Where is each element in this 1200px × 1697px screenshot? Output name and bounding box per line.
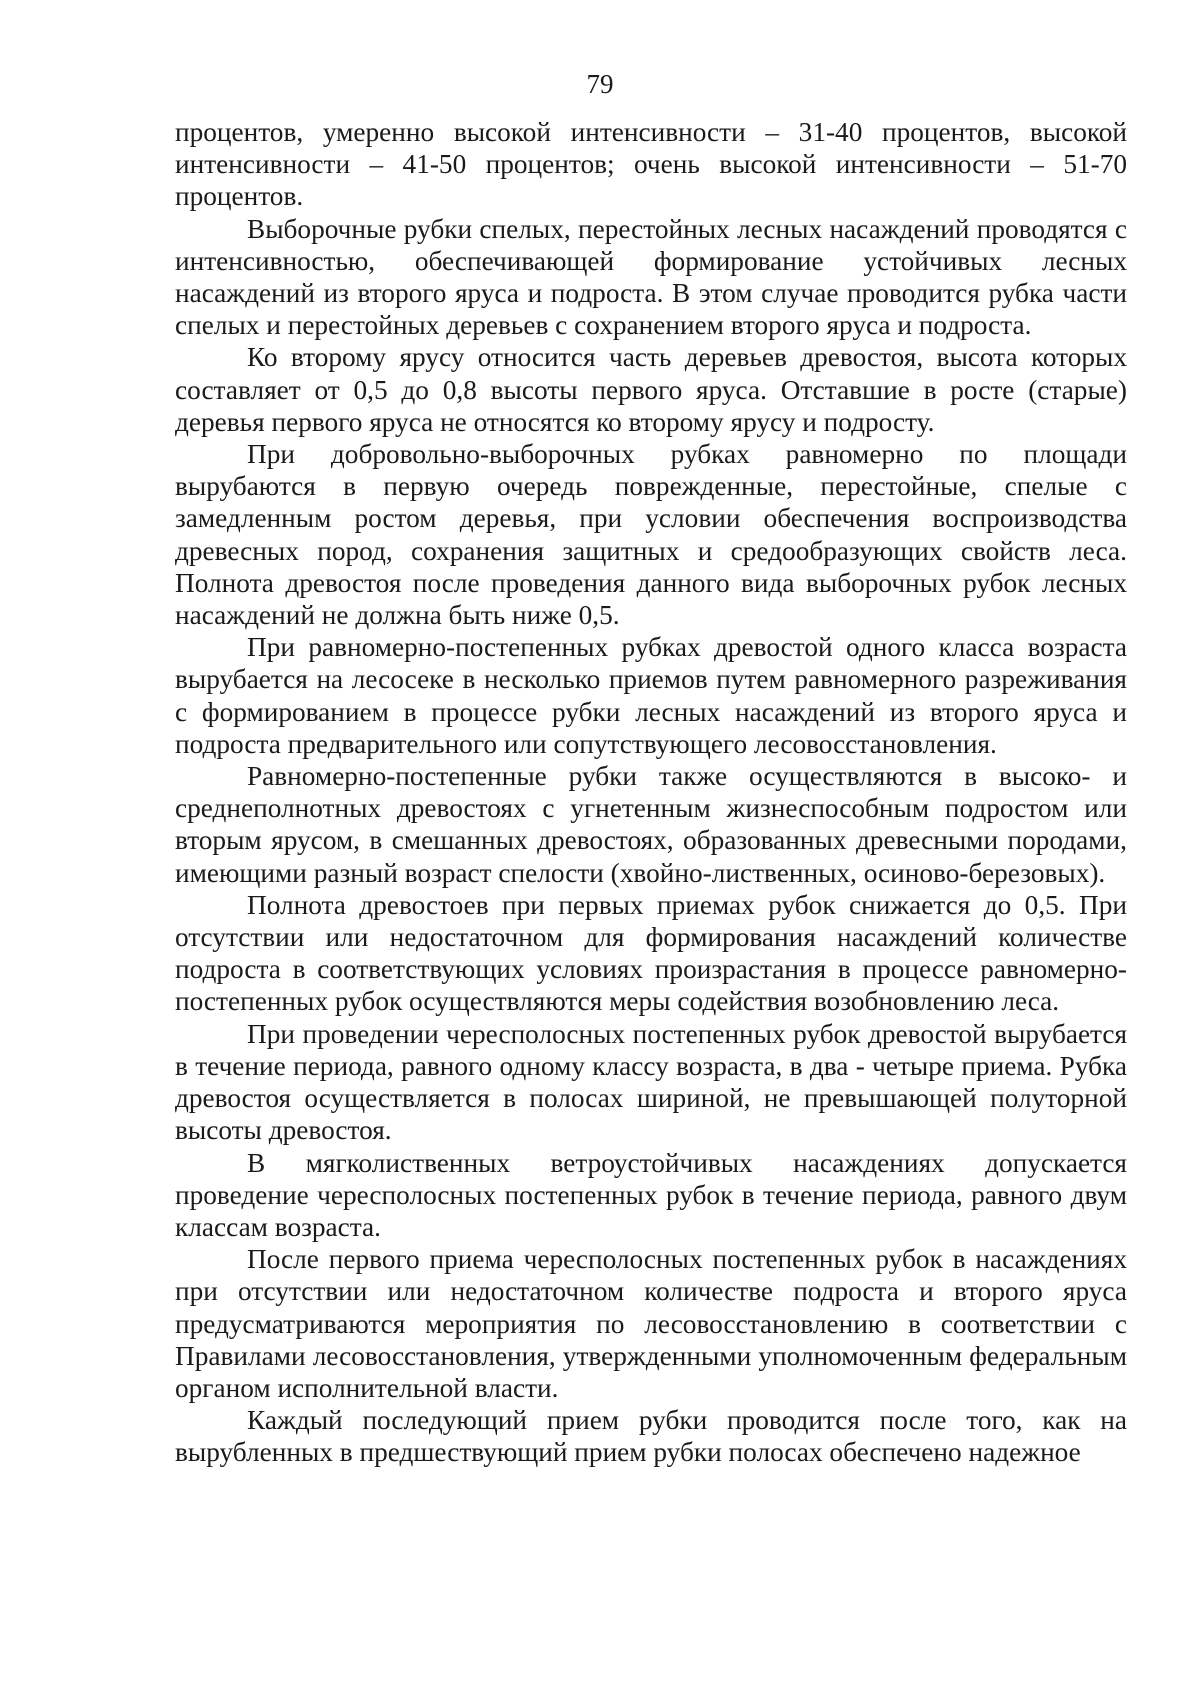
paragraph: Ко второму ярусу относится часть деревьев древостоя, высота которых составляет от 0,5 до 0,8 высоты первого яруса. Отставшие в росте (старые) деревья первого яруса не относятся ко второму ярусу и подросту. <box>175 342 1127 437</box>
paragraph: Равномерно-постепенные рубки также осуществляются в высоко- и среднеполнотных древостоях с угнетенным жизнеспособным подростом или вторым ярусом, в смешанных древостоях, образованных древесными породами, имеющими разный возраст спелости (хвойно-лиственных, осиново-березовых). <box>175 761 1127 888</box>
paragraph: При добровольно-выборочных рубках равномерно по площади вырубаются в первую очередь поврежденные, перестойные, спелые с замедленным ростом деревья, при условии обеспечения воспроизводства древесных пород, сохранения защитных и средообразующих свойств леса. Полнота древостоя после проведения данного вида выборочных рубок лесных насаждений не должна быть ниже 0,5. <box>175 439 1127 631</box>
paragraph: Выборочные рубки спелых, перестойных лесных насаждений проводятся с интенсивностью, обеспечивающей формирование устойчивых лесных насаждений из второго яруса и подроста. В этом случае проводится рубка части спелых и перестойных деревьев с сохранением второго яруса и подроста. <box>175 213 1127 341</box>
paragraph: При проведении чересполосных постепенных рубок древостой вырубается в течение периода, равного одному классу возраста, в два - четыре приема. Рубка древостоя осуществляется в полосах шириной, не превышающей полуторной высоты древостоя. <box>175 1018 1127 1146</box>
paragraph: процентов, умеренно высокой интенсивности – 31-40 процентов, высокой интенсивности – 41-50 процентов; очень высокой интенсивности – 51-70 процентов. <box>175 117 1127 212</box>
paragraph: После первого приема чересполосных постепенных рубок в насаждениях при отсутствии или недостаточном количестве подроста и второго яруса предусматриваются мероприятия по лесовосстановлению в соответствии с Правилами лесовосстановления, утвержденными уполномоченным федеральным органом исполнительной власти. <box>175 1244 1127 1403</box>
paragraph: В мягколиственных ветроустойчивых насаждениях допускается проведение чересполосных постепенных рубок в течение периода, равного двум классам возраста. <box>175 1147 1127 1242</box>
paragraph: При равномерно-постепенных рубках древостой одного класса возраста вырубается на лесосеке в несколько приемов путем равномерного разреживания с формированием в процессе рубки лесных насаждений из второго яруса и подроста предварительного или сопутствующего лесовосстановления. <box>175 632 1127 759</box>
document-text <box>175 116 1127 1469</box>
paragraph: Каждый последующий прием рубки проводится после того, как на вырубленных в предшествующий прием рубки полосах обеспечено надежное <box>175 1405 1127 1468</box>
page-number: 79 <box>586 69 614 99</box>
paragraph: Полнота древостоев при первых приемах рубок снижается до 0,5. При отсутствии или недостаточном для формирования насаждений количестве подроста в соответствующих условиях произрастания в процессе равномерно-постепенных рубок осуществляются меры содействия возобновлению леса. <box>175 889 1127 1017</box>
